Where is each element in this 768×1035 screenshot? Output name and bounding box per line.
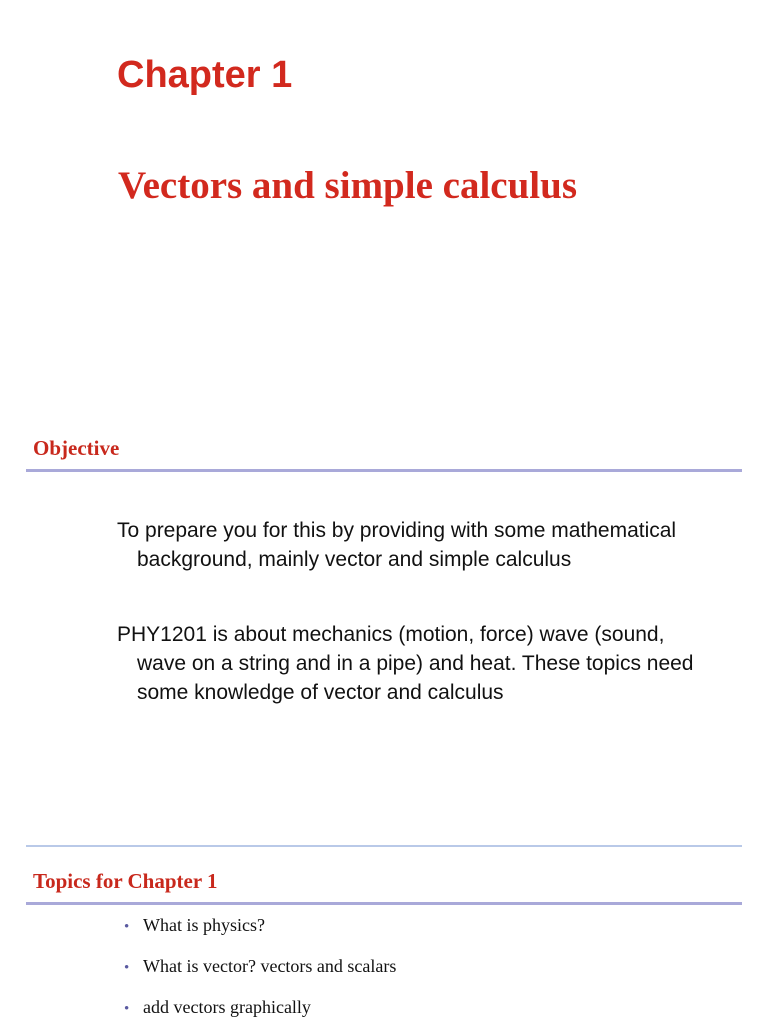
- bullet-icon: •: [124, 1001, 130, 1017]
- topic-text: What is physics?: [143, 915, 265, 935]
- list-item: [124, 953, 684, 994]
- objective-paragraph-1: To prepare you for this by providing with some mathematical background, mainly vector and simple calculus: [117, 519, 677, 571]
- topic-text: What is vector? vectors and scalars: [143, 956, 397, 976]
- list-item: [124, 994, 684, 1035]
- objective-heading: Objective: [33, 436, 120, 460]
- slide-separator: [26, 845, 742, 847]
- topics-list: [124, 912, 684, 1035]
- topics-heading: Topics for Chapter 1: [33, 869, 218, 893]
- objective-divider: [26, 469, 742, 472]
- chapter-subtitle: Vectors and simple calculus: [118, 164, 577, 207]
- bullet-icon: •: [124, 919, 130, 935]
- topic-text: add vectors graphically: [143, 997, 311, 1017]
- list-item: [124, 912, 684, 953]
- chapter-title: Chapter 1: [117, 54, 293, 96]
- bullet-icon: •: [124, 960, 130, 976]
- objective-paragraph-2: PHY1201 is about mechanics (motion, force) wave (sound, wave on a string and in a pipe) and heat. These topics need some knowledge of vector and calculus: [117, 623, 694, 704]
- topics-divider: [26, 902, 742, 905]
